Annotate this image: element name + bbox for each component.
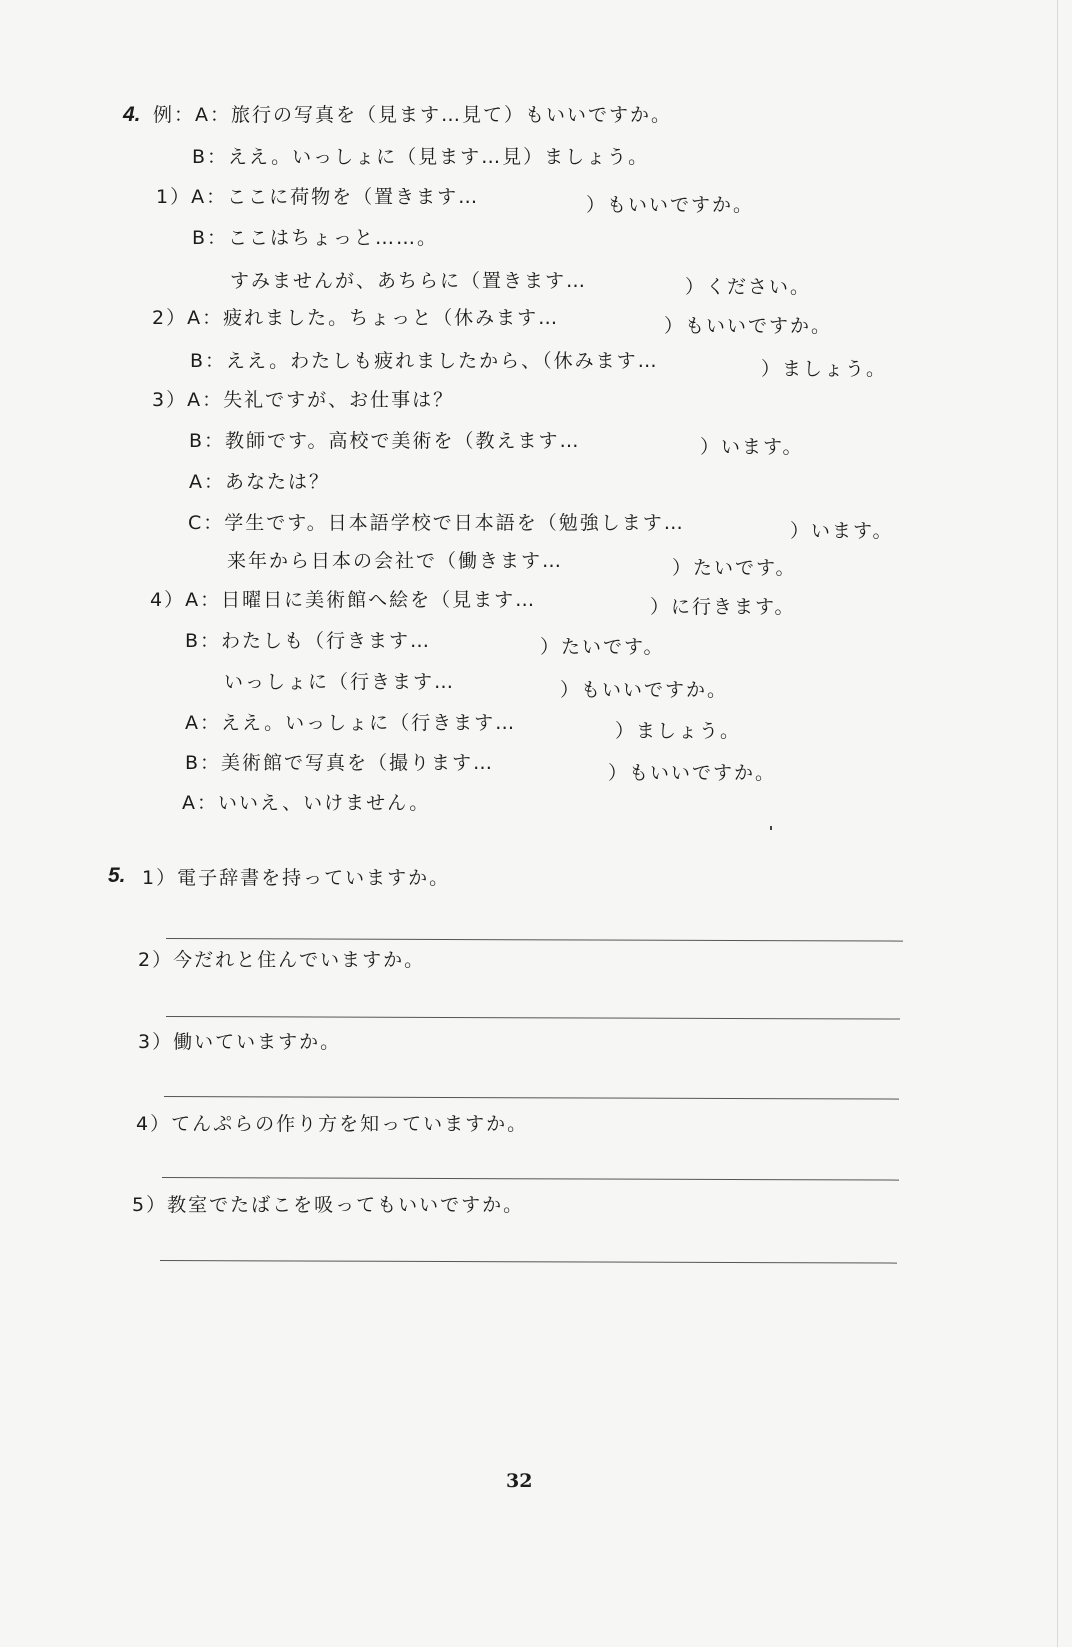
q4-line-b3-end: ）もいいですか。 [608,762,777,784]
print-speck [770,826,772,830]
q3-line-a2: A：あなたは？ [189,471,330,493]
section5-question-1: 1）電子辞書を持っていますか。 [142,867,451,889]
q1-line-b: B：ここはちょっと……。 [192,227,439,249]
answer-line-3[interactable] [164,1096,899,1100]
q4-line-b2: いっしょに（行きます… [224,671,456,693]
q4-line-b2-end: ）もいいですか。 [560,679,729,701]
q3-line-b-end: ）います。 [700,436,804,458]
q3-line-c: C：学生です。日本語学校で日本語を（勉強します… [188,512,685,534]
q1-line-b2-end: ）ください。 [685,276,812,298]
answer-line-2[interactable] [166,1016,900,1020]
section5-question-3: 3）働いていますか。 [138,1031,342,1053]
q4-line-a2-end: ）ましょう。 [615,720,742,742]
q3-line-b: B：教師です。高校で美術を（教えます… [189,430,581,452]
page-number: 32 [506,1470,533,1492]
q4-line-b-end: ）たいです。 [540,636,665,658]
answer-line-5[interactable] [160,1260,897,1264]
q2-line-a-end: ）もいいですか。 [664,315,833,337]
q3-line-a: 3）A：失礼ですが、お仕事は？ [152,389,455,411]
q2-line-a: 2）A：疲れました。ちょっと（休みます… [152,307,560,329]
answer-line-1[interactable] [166,938,903,942]
q4-line-b3: B：美術館で写真を（撮ります… [185,752,495,774]
q4-line-a3: A：いいえ、いけません。 [182,792,431,814]
q1-line-b2: すみませんが、あちらに（置きます… [230,270,588,292]
q3-line-c-end: ）います。 [790,520,894,542]
page-edge [1057,0,1058,1647]
q4-line-b: B：わたしも（行きます… [185,630,432,652]
q4-line-a-end: ）に行きます。 [650,596,796,618]
q2-line-b-end: ）ましょう。 [761,358,888,380]
q3-line-c2: 来年から日本の会社で（働きます… [227,550,564,572]
section-4-number: 4. [123,103,141,126]
section5-question-4: 4）てんぷらの作り方を知っていますか。 [136,1113,529,1135]
section5-question-2: 2）今だれと住んでいますか。 [138,949,426,971]
q1-line-a: 1）A：ここに荷物を（置きます… [156,186,480,208]
q3-line-c2-end: ）たいです。 [672,557,797,579]
section5-question-5: 5）教室でたばこを吸ってもいいですか。 [132,1194,525,1216]
example-line-b: B：ええ。いっしょに（見ます…見）ましょう。 [192,146,650,168]
q1-line-a-end: ）もいいですか。 [586,194,755,216]
answer-line-4[interactable] [162,1177,899,1181]
example-line-a: 例：A：旅行の写真を（見ます…見て）もいいですか。 [153,104,672,126]
section-5-number: 5. [108,864,126,887]
q2-line-b: B：ええ。わたしも疲れましたから、（休みます… [190,350,659,372]
q4-line-a: 4）A：日曜日に美術館へ絵を（見ます… [150,589,537,611]
q4-line-a2: A：ええ。いっしょに（行きます… [185,712,517,734]
